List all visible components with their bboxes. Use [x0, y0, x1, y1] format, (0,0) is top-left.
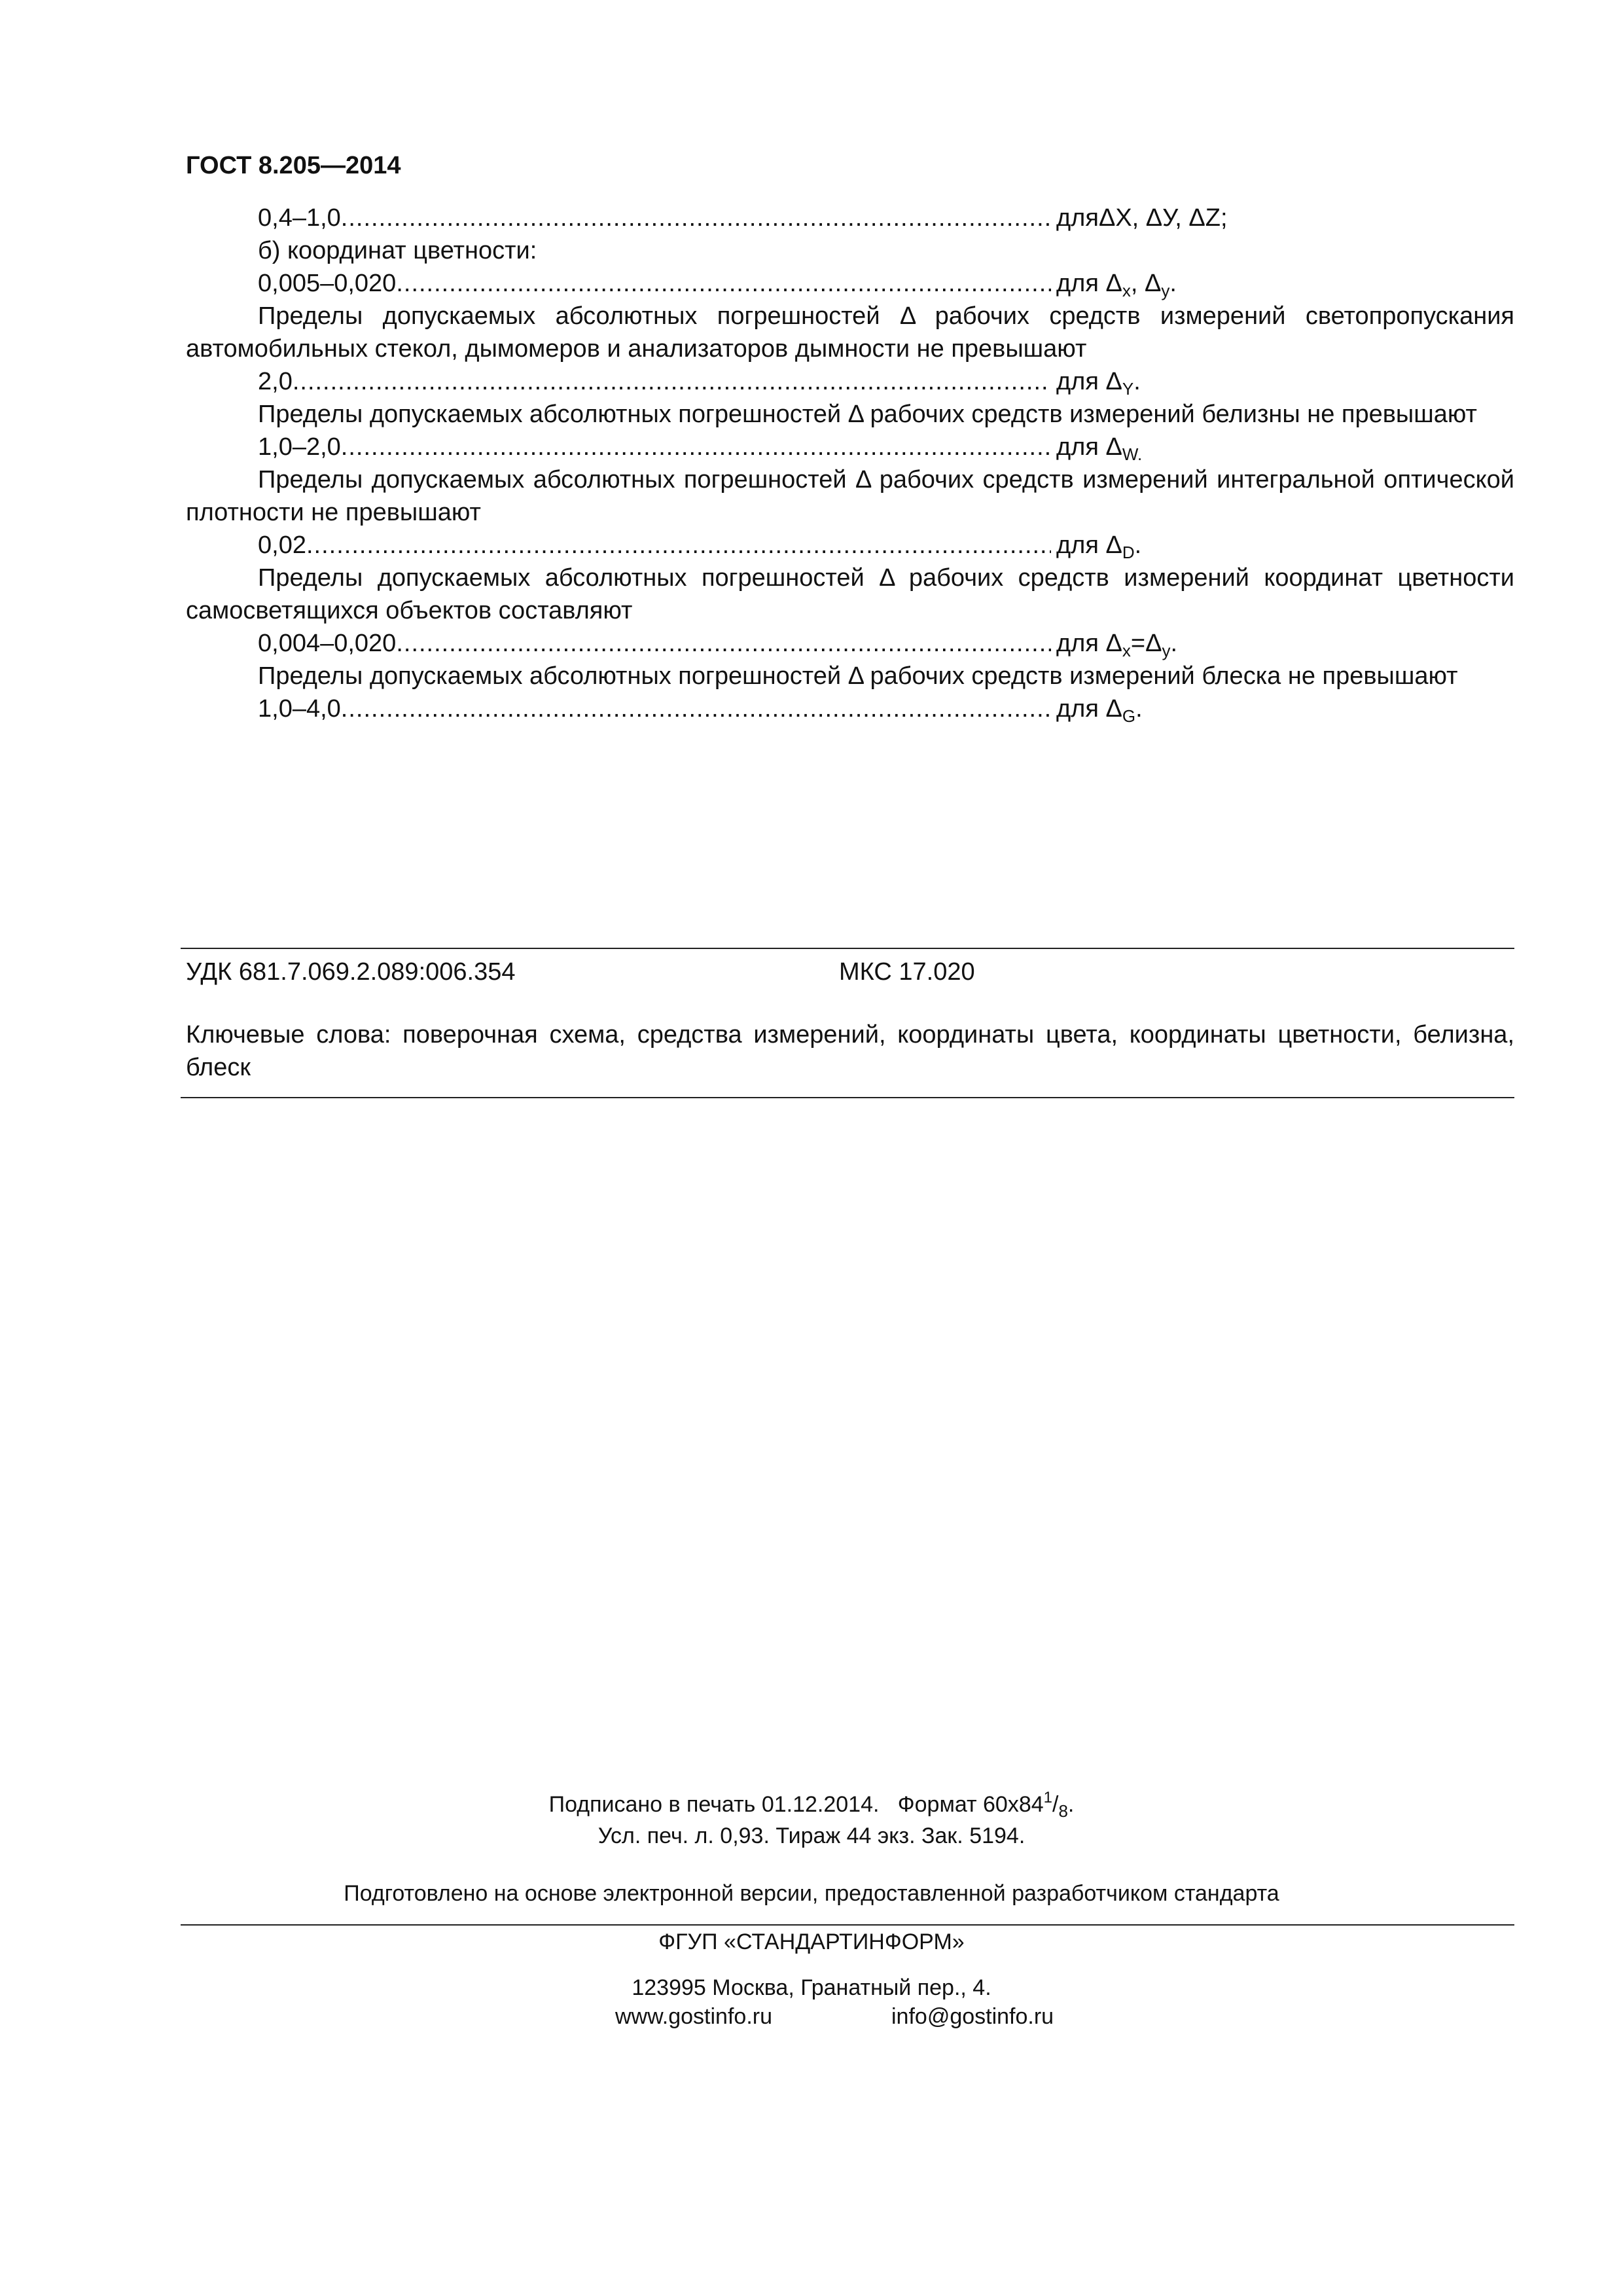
tolerance-label: для $\Delta_G$.: [1056, 695, 1143, 726]
paragraph-transmittance: Пределы допускаемых абсолютных погрешностей Δ рабочих средств измерений светопропускания автомобильных стекол, дымомеров и анализаторов дымности не превышают: [186, 302, 1514, 363]
tolerance-line-y: [186, 365, 1514, 398]
subheading-chromaticity: б) координат цветности:: [258, 237, 537, 264]
divider-publisher: [181, 1924, 1514, 1926]
tolerance-line-xy: [186, 267, 1514, 300]
tolerance-label: дляΔX, ΔУ, ΔZ;: [1056, 204, 1228, 232]
paragraph-self-luminous: Пределы допускаемых абсолютных погрешностей Δ рабочих средств измерений координат цветности самосветящихся объектов составляют: [186, 564, 1514, 624]
tolerance-label: для $\Delta_{W.}$: [1056, 433, 1143, 464]
print-sheets: Усл. печ. л. 0,93. Тираж 44 экз. Зак. 5194.: [597, 1823, 1026, 1848]
tolerance-line-w: [186, 431, 1514, 463]
tolerance-label: для $\Delta_Y$.: [1056, 368, 1141, 399]
prepared-note: Подготовлено на основе электронной версии, предоставленной разработчиком стандарта: [344, 1881, 1279, 1906]
paragraph-whiteness: Пределы допускаемых абсолютных погрешностей Δ рабочих средств измерений белизны не превышают: [258, 401, 1477, 428]
publisher-website[interactable]: www.gostinfo.ru: [615, 2004, 772, 2029]
tolerance-value: 2,0: [258, 368, 293, 395]
tolerance-value: 1,0–2,0: [258, 433, 341, 461]
tolerance-label: для $\Delta_x=\Delta_y$.: [1056, 630, 1178, 660]
dot-leader: [341, 692, 1051, 725]
tolerance-value: 1,0–4,0: [258, 695, 341, 723]
tolerance-line-xeqy: [186, 627, 1514, 660]
tolerance-value: 0,4–1,0: [258, 204, 341, 232]
dot-leader: [341, 431, 1051, 463]
dot-leader: [396, 627, 1051, 660]
dot-leader: [293, 365, 1051, 398]
divider-top: [181, 948, 1514, 949]
tolerance-value: 0,004–0,020: [258, 630, 397, 657]
tolerance-label: для $\Delta_x$, $\Delta_y$.: [1056, 270, 1177, 300]
document-body: [186, 202, 1514, 725]
tolerance-label: для $\Delta_D$.: [1056, 531, 1142, 562]
publisher-name: ФГУП «СТАНДАРТИНФОРМ»: [658, 1929, 965, 1954]
divider-keywords: [181, 1097, 1514, 1098]
signed-date: Подписано в печать 01.12.2014.: [548, 1792, 880, 1817]
paper-format: Формат $60х84^1/_8$.: [897, 1789, 1075, 1821]
udk-code: УДК 681.7.069.2.089:006.354: [186, 958, 516, 986]
dot-leader: [396, 267, 1051, 300]
publisher-email[interactable]: info@gostinfo.ru: [891, 2004, 1054, 2029]
paragraph-gloss: Пределы допускаемых абсолютных погрешностей Δ рабочих средств измерений блеска не превышают: [258, 662, 1458, 690]
dot-leader: [306, 529, 1051, 562]
paragraph-optical-density: Пределы допускаемых абсолютных погрешностей Δ рабочих средств измерений интегральной оптической плотности не превышают: [186, 466, 1514, 526]
tolerance-line-d: [186, 529, 1514, 562]
dot-leader: [341, 202, 1051, 234]
keywords: Ключевые слова: поверочная схема, средства измерений, координаты цвета, координаты цветности, белизна, блеск: [186, 1021, 1514, 1081]
imprint-signed-line: [0, 1789, 1623, 1821]
mks-code: МКС 17.020: [839, 958, 975, 986]
tolerance-value: 0,02: [258, 531, 306, 559]
tolerance-line-g: [186, 692, 1514, 725]
page-header: ГОСТ 8.205—2014: [186, 152, 401, 179]
tolerance-line-xyz: [186, 202, 1514, 234]
publisher-address: 123995 Москва, Гранатный пер., 4.: [632, 1975, 991, 2000]
tolerance-value: 0,005–0,020: [258, 270, 397, 297]
